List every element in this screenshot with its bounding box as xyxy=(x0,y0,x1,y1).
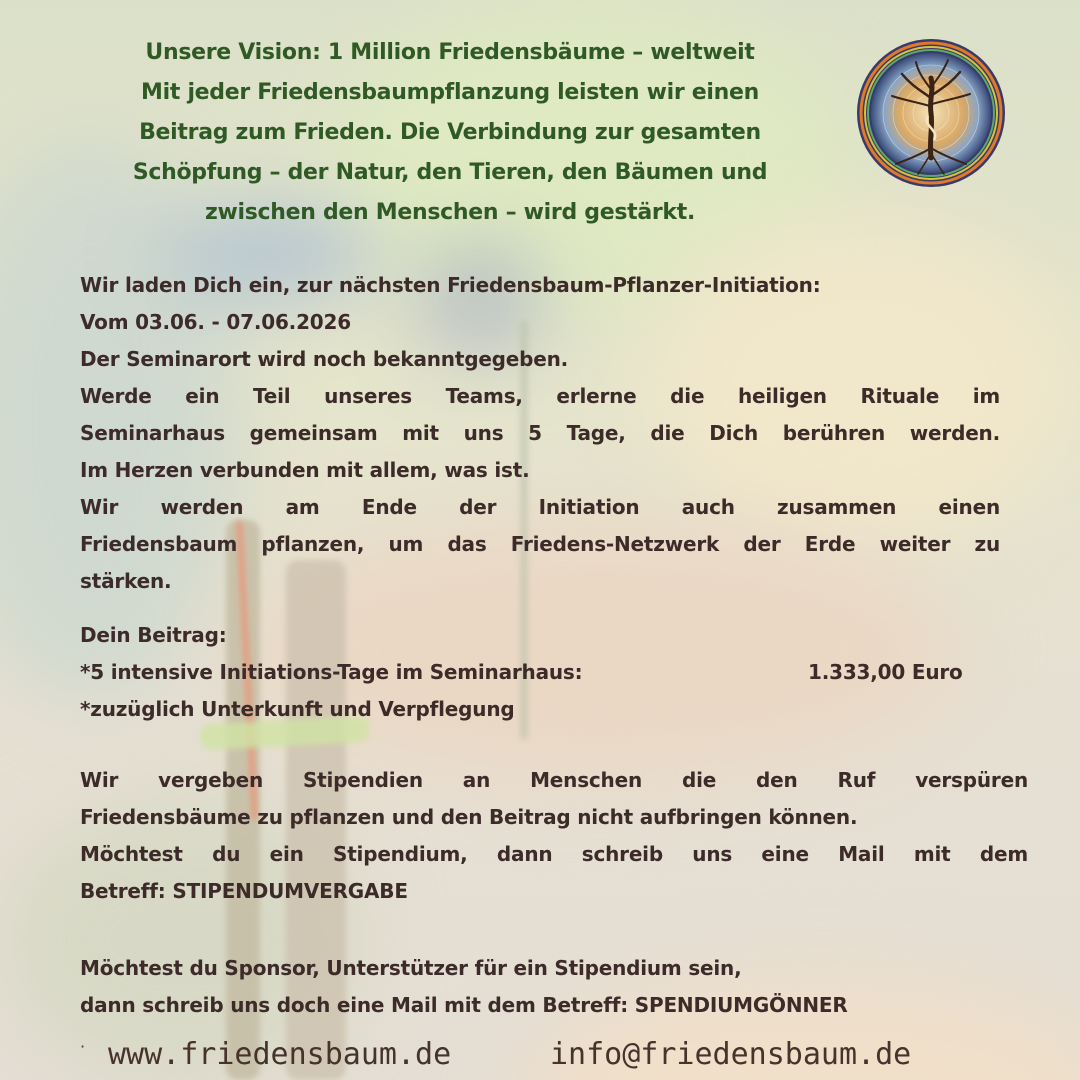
fee-item-label: *5 intensive Initiations-Tage im Seminarhaus: xyxy=(80,660,583,684)
footer-dot: · xyxy=(80,1037,86,1056)
contact-footer xyxy=(80,1030,1000,1080)
scholarship-line: Friedensbäume zu pflanzen und den Beitrag nicht aufbringen können. xyxy=(80,805,858,829)
venue-note: Der Seminarort wird noch bekanntgegeben. xyxy=(80,347,569,371)
sponsor-block xyxy=(80,950,1000,1024)
email-link[interactable]: info@friedensbaum.de xyxy=(550,1037,912,1072)
headline-line: Schöpfung – der Natur, den Tieren, den Bäumen und xyxy=(132,160,768,185)
planting-line: Friedensbaum pflanzen, um das Friedens-Netzwerk der Erde weiter zu xyxy=(80,532,1000,556)
team-line: Werde ein Teil unseres Teams, erlerne die heiligen Rituale im xyxy=(80,384,1000,408)
invitation-line: Wir laden Dich ein, zur nächsten Friedensbaum-Pflanzer-Initiation: xyxy=(80,273,821,297)
headline-line: Mit jeder Friedensbaumpflanzung leisten wir einen xyxy=(141,80,759,105)
team-line: Im Herzen verbunden mit allem, was ist. xyxy=(80,458,530,482)
headline-line: Unsere Vision: 1 Million Friedensbäume – weltweit xyxy=(145,40,755,65)
vision-headline xyxy=(55,33,845,233)
planting-line: Wir werden am Ende der Initiation auch zusammen einen xyxy=(80,495,1000,519)
fee-block xyxy=(80,617,1000,728)
sponsor-line: Möchtest du Sponsor, Unterstützer für ein Stipendium sein, xyxy=(80,956,742,980)
fee-heading: Dein Beitrag: xyxy=(80,623,227,647)
scholarship-line: Wir vergeben Stipendien an Menschen die den Ruf verspüren xyxy=(80,768,1028,792)
headline-line: Beitrag zum Frieden. Die Verbindung zur gesamten xyxy=(139,120,761,145)
fee-note: *zuzüglich Unterkunft und Verpflegung xyxy=(80,697,515,721)
headline-line: zwischen den Menschen – wird gestärkt. xyxy=(204,200,696,225)
team-line: Seminarhaus gemeinsam mit uns 5 Tage, die Dich berühren werden. xyxy=(80,421,1000,445)
scholarship-block xyxy=(80,762,1028,910)
fee-item xyxy=(80,654,1000,691)
website-link[interactable]: www.friedensbaum.de xyxy=(108,1037,452,1072)
scholarship-line: Möchtest du ein Stipendium, dann schreib uns eine Mail mit dem xyxy=(80,842,1028,866)
sponsor-line: dann schreib uns doch eine Mail mit dem Betreff: SPENDIUMGÖNNER xyxy=(80,993,848,1017)
event-dates: Vom 03.06. - 07.06.2026 xyxy=(80,310,351,334)
planting-line: stärken. xyxy=(80,569,172,593)
invitation-block xyxy=(80,267,1000,600)
tree-of-life-icon xyxy=(856,38,1006,188)
fee-item-price: 1.333,00 Euro xyxy=(808,660,963,684)
scholarship-subject: Betreff: STIPENDUMVERGABE xyxy=(80,879,408,903)
